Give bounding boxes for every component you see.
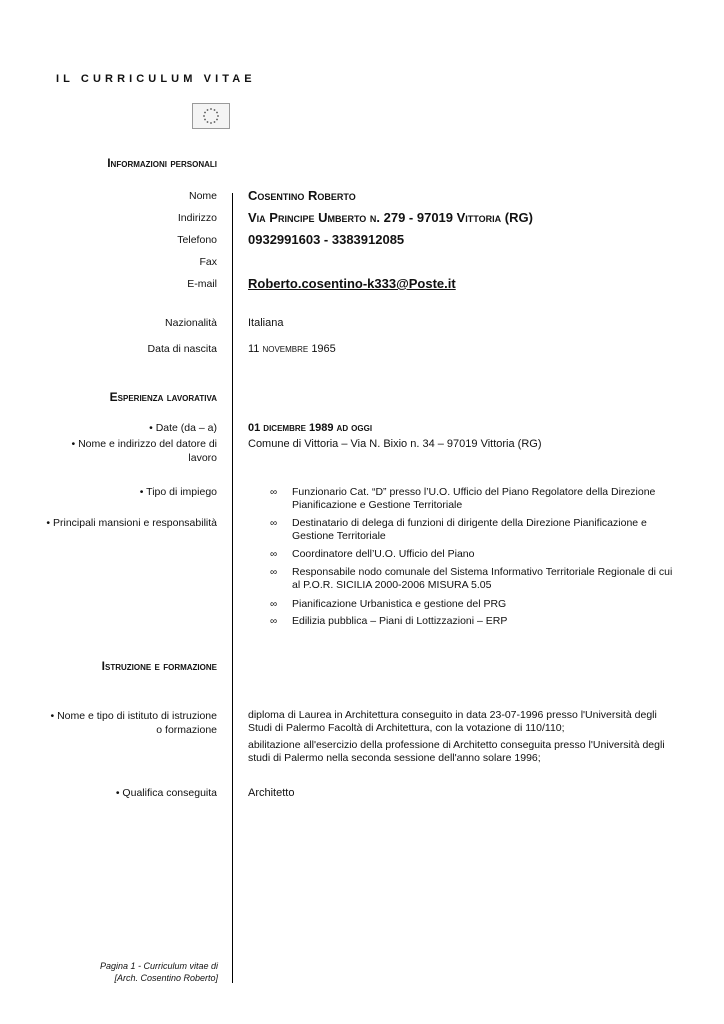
work-date-label: • Date (da – a): [149, 422, 217, 434]
work-item: Edilizia pubblica – Piani di Lottizzazioni – ERP: [292, 615, 508, 627]
name-label: Nome: [188, 190, 217, 202]
email-label: E-mail: [187, 278, 217, 290]
footer-line-2: [Arch. Cosentino Roberto]: [114, 973, 218, 983]
birth-value: 11 novembre 1965: [248, 343, 336, 355]
bullet-icon: ∞: [270, 487, 278, 498]
column-divider: [232, 193, 233, 983]
phone-label: Telefono: [177, 234, 217, 246]
nationality-value: Italiana: [248, 317, 284, 329]
duties-label: • Principali mansioni e responsabilità: [46, 517, 217, 529]
section-title-work: Esperienza lavorativa: [109, 390, 217, 404]
eu-flag-icon: [192, 103, 230, 129]
employer-label: • Nome e indirizzo del datore di lavoro: [71, 438, 217, 464]
birth-label: Data di nascita: [147, 343, 217, 355]
institute-label: • Nome e tipo di istituto di istruzione o formazione: [50, 710, 217, 736]
fax-label: Fax: [199, 256, 217, 268]
address-label: Indirizzo: [177, 212, 217, 224]
qualification-label: • Qualifica conseguita: [115, 787, 217, 799]
work-item: Pianificazione Urbanistica e gestione del PRG: [292, 598, 507, 610]
email-link[interactable]: Roberto.cosentino-k333@Poste.it: [248, 276, 456, 291]
section-title-education: Istruzione e formazione: [101, 659, 217, 673]
institute-value-2: abilitazione all'esercizio della professione di Architetto conseguita presso l'Università degli studi di Palermo nella seconda sessione dell'anno solare 1996;: [248, 739, 665, 764]
address-value: Via Principe Umberto n. 279 - 97019 Vittoria (RG): [248, 210, 533, 225]
employer-value: Comune di Vittoria – Via N. Bixio n. 34 – 97019 Vittoria (RG): [248, 438, 542, 450]
phone-value: 0932991603 - 3383912085: [248, 232, 405, 247]
document-title: IL CURRICULUM VITAE: [56, 73, 256, 85]
footer-line-1: Pagina 1 - Curriculum vitae di: [99, 961, 218, 971]
page-footer: [100, 960, 218, 984]
work-item: Funzionario Cat. “D” presso l’U.O. Ufficio del Piano Regolatore della Direzione Pianificazione e Gestione Territoriale: [292, 486, 656, 511]
bullet-icon: ∞: [270, 518, 278, 529]
bullet-icon: ∞: [270, 599, 278, 610]
section-title-personal: Informazioni personali: [107, 156, 217, 170]
job-type-label: • Tipo di impiego: [139, 486, 217, 498]
nationality-label: Nazionalità: [165, 317, 217, 329]
qualification-value: Architetto: [248, 787, 295, 799]
name-value: Cosentino Roberto: [248, 188, 356, 203]
work-item: Destinatario di delega di funzioni di dirigente della Direzione Pianificazione e Gestione Territoriale: [292, 517, 647, 542]
work-item: Responsabile nodo comunale del Sistema Informativo Territoriale Regionale di cui al P.O.R. SICILIA 2000-2006 MISURA 5.05: [292, 566, 673, 591]
work-item: Coordinatore dell’U.O. Ufficio del Piano: [292, 548, 475, 560]
bullet-icon: ∞: [270, 616, 278, 627]
institute-value-1: diploma di Laurea in Architettura conseguito in data 23-07-1996 presso l'Università degli Studi di Palermo Facoltà di Architettura, con la votazione di 110/110;: [248, 709, 657, 734]
bullet-icon: ∞: [270, 549, 278, 560]
bullet-icon: ∞: [270, 567, 278, 578]
work-date-value: 01 dicembre 1989 ad oggi: [248, 422, 373, 434]
